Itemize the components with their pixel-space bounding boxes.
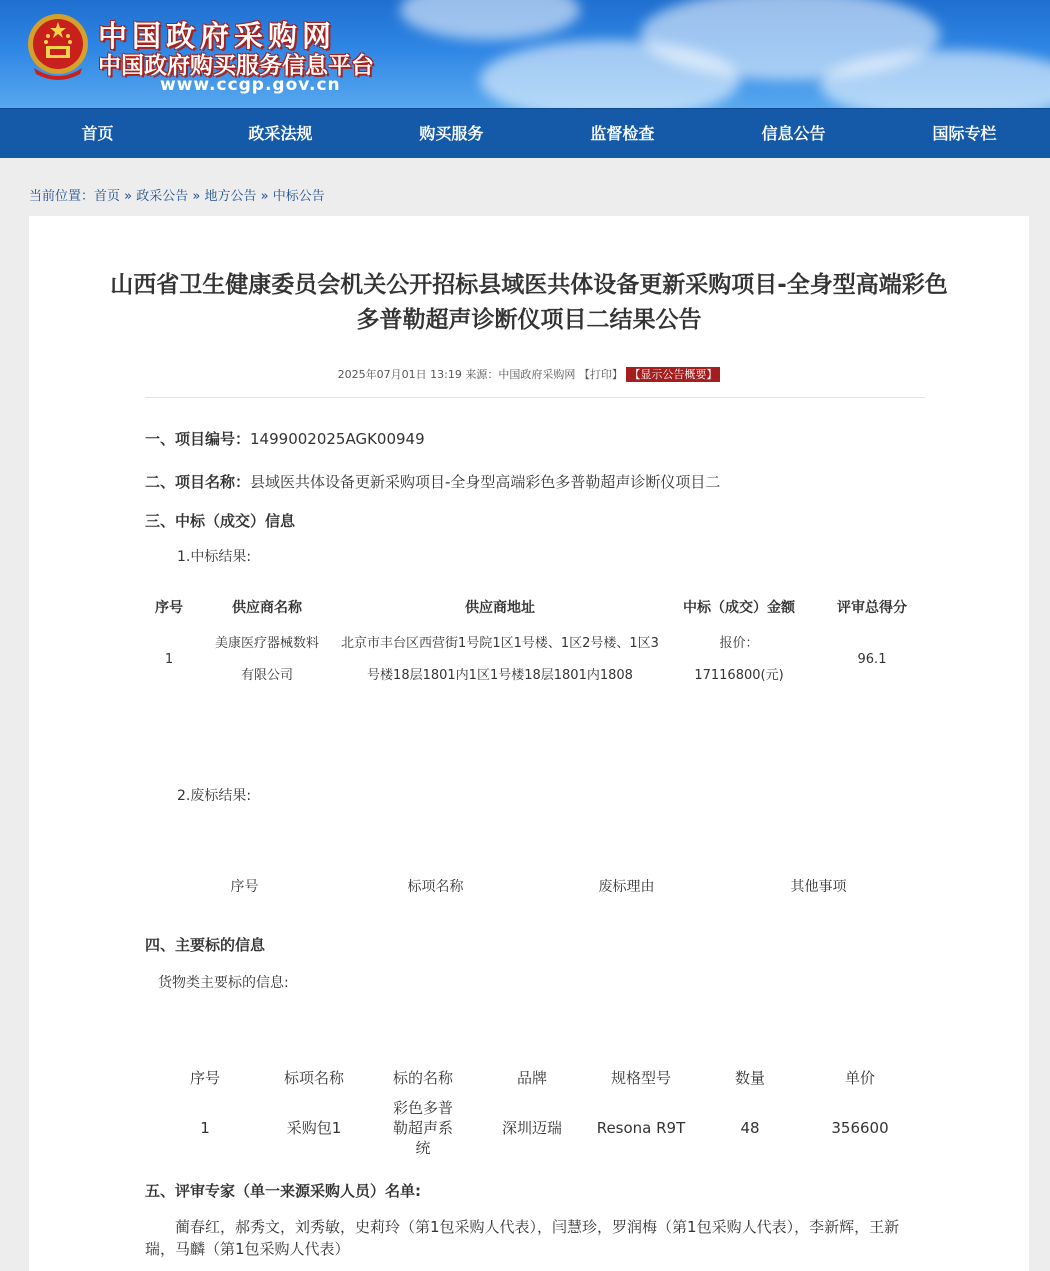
goods-subheading: 货物类主要标的信息: [158, 975, 289, 991]
table-header: 序号 [155, 600, 183, 616]
breadcrumb-award[interactable]: 中标公告 [272, 189, 325, 204]
main-items-heading-text: 四、主要标的信息 [145, 936, 266, 954]
print-link[interactable]: 【打印】 [578, 368, 623, 381]
table-cell: 彩色多普勒超声系统 [392, 1099, 453, 1157]
table-row [145, 624, 925, 692]
experts-heading-text: 五、评审专家（单一来源采购人员）名单: [145, 1182, 422, 1200]
table-header: 标的名称 [392, 1069, 453, 1087]
goods-table [151, 1058, 915, 1158]
table-cell: 美康医疗器械数料有限公司 [214, 636, 319, 683]
site-url: www.ccgp.gov.cn [160, 75, 341, 95]
table-header: 规格型号 [610, 1069, 671, 1087]
table-cell: 报价：17116800(元) [694, 636, 784, 683]
cloud-decoration [400, 0, 580, 40]
table-row [151, 1098, 915, 1158]
breadcrumb-label: 当前位置： [29, 189, 95, 204]
table-header: 评审总得分 [837, 600, 907, 616]
failed-table [149, 876, 915, 896]
table-header: 单价 [844, 1069, 875, 1087]
breadcrumb [29, 185, 325, 204]
breadcrumb-local[interactable]: 地方公告 [204, 189, 257, 204]
nav-item-purchase-service[interactable]: 购买服务 [419, 124, 484, 143]
breadcrumb-sep: » [188, 189, 205, 204]
table-header: 中标（成交）金额 [683, 600, 795, 616]
article-card [29, 216, 1029, 1271]
site-title: 中国政府采购网 [98, 19, 337, 53]
project-name-label: 二、项目名称： [145, 473, 251, 491]
table-header-row [151, 1058, 915, 1098]
nav-item-supervision[interactable]: 监督检查 [590, 124, 655, 143]
table-header: 序号 [230, 879, 259, 895]
project-number [145, 428, 425, 449]
breadcrumb-notices[interactable]: 政采公告 [136, 189, 189, 204]
nav-item-home[interactable]: 首页 [81, 124, 114, 143]
nav-item-announcements[interactable]: 信息公告 [761, 124, 826, 143]
national-emblem-icon [26, 12, 90, 82]
page-title [29, 268, 1029, 338]
project-number-label: 一、项目编号： [145, 430, 251, 448]
main-nav [0, 108, 1050, 158]
table-cell: 深圳迈瑞 [501, 1119, 562, 1137]
table-cell: 1 [200, 1119, 210, 1137]
table-cell: 96.1 [857, 652, 887, 667]
source-name: 中国政府采购网 [498, 368, 576, 381]
table-cell: 356600 [831, 1119, 889, 1137]
award-result-subheading: 1.中标结果: [177, 549, 252, 565]
award-info-heading-text: 三、中标（成交）信息 [145, 512, 296, 530]
table-header: 供应商地址 [465, 600, 535, 616]
table-header: 品牌 [516, 1069, 547, 1087]
experts-list: 蔺春红，郝秀文，刘秀敏，史莉玲（第1包采购人代表），闫慧珍，罗润梅（第1包采购人代表），李新辉，王新瑞，马麟（第1包采购人代表） [145, 1218, 900, 1258]
project-name-value: 县域医共体设备更新采购项目-全身型高端彩色多普勒超声诊断仪项目二 [250, 473, 721, 491]
table-header: 供应商名称 [232, 600, 302, 616]
experts-heading [145, 1180, 421, 1201]
divider [145, 397, 925, 398]
site-header [0, 0, 1050, 108]
table-header: 其他事项 [790, 879, 847, 895]
source-label: 来源： [465, 368, 499, 381]
table-header-row [145, 592, 925, 624]
table-header: 标项名称 [407, 879, 464, 895]
award-info-heading [145, 510, 295, 531]
table-cell: 采购包1 [286, 1119, 342, 1137]
project-number-value: 1499002025AGK00949 [250, 430, 425, 448]
table-header: 废标理由 [598, 879, 655, 895]
publish-date: 2025年07月01日 13:19 [337, 368, 462, 381]
article-meta [29, 366, 1029, 382]
title-line-2: 多普勒超声诊断仪项目二结果公告 [356, 307, 702, 333]
table-cell: 1 [164, 652, 174, 667]
breadcrumb-sep: » [120, 189, 137, 204]
table-cell: Resona R9T [596, 1119, 686, 1137]
project-name [145, 471, 720, 492]
show-summary-button[interactable]: 【显示公告概要】 [626, 367, 720, 382]
table-cell: 北京市丰台区西营街1号院1区1号楼、1区2号楼、1区3号楼18层1801内1区1号楼18层1801内1808 [341, 636, 659, 683]
nav-item-international[interactable]: 国际专栏 [932, 124, 997, 143]
table-cell: 48 [740, 1119, 760, 1137]
table-header-row [149, 876, 915, 896]
main-items-heading [145, 934, 265, 955]
table-header: 序号 [189, 1069, 220, 1087]
breadcrumb-home[interactable]: 首页 [94, 189, 121, 204]
table-header: 标项名称 [283, 1069, 344, 1087]
failed-result-subheading: 2.废标结果: [177, 788, 252, 804]
table-header: 数量 [734, 1069, 765, 1087]
nav-item-regulations[interactable]: 政采法规 [248, 124, 313, 143]
title-line-1: 山西省卫生健康委员会机关公开招标县域医共体设备更新采购项目-全身型高端彩色 [110, 272, 948, 298]
award-table [145, 592, 925, 692]
breadcrumb-sep: » [256, 189, 273, 204]
site-subtitle: 中国政府购买服务信息平台 [98, 53, 374, 79]
